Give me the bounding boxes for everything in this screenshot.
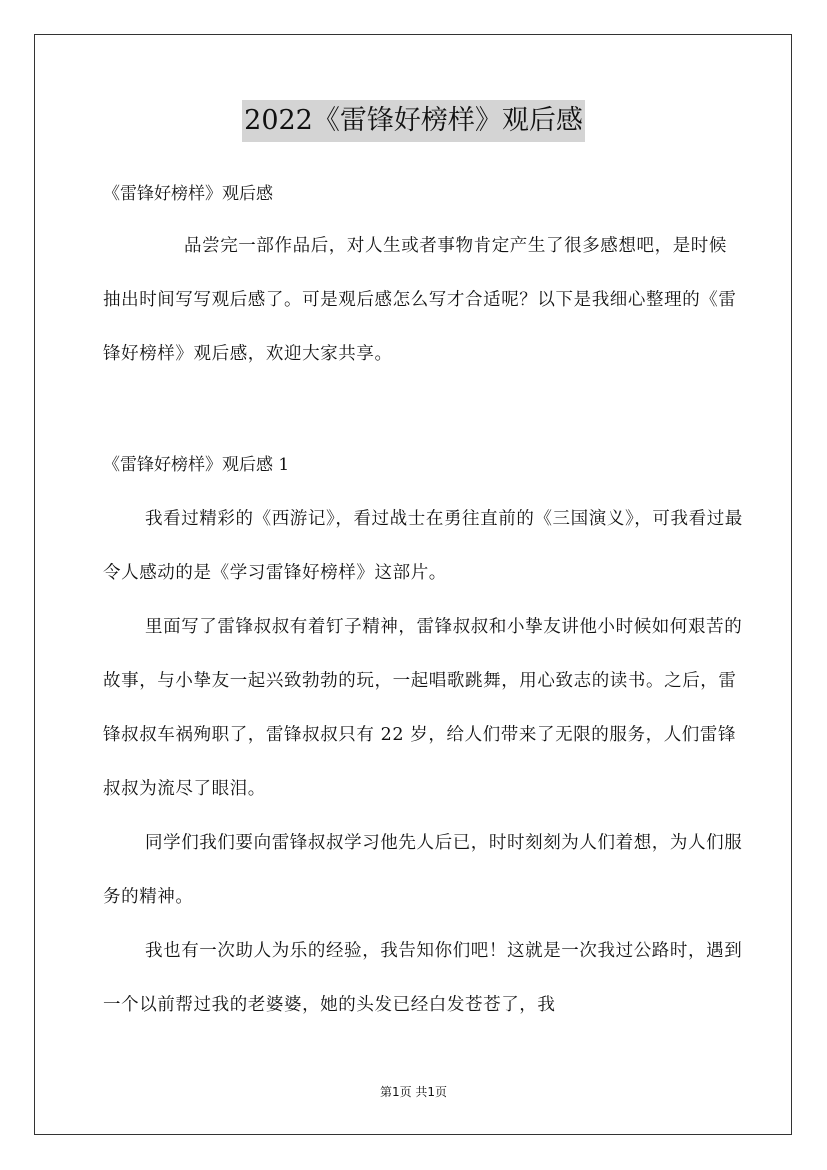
title-area bbox=[0, 100, 827, 142]
intro-paragraph: 品尝完一部作品后，对人生或者事物肯定产生了很多感想吧，是时候抽出时间写写观后感了。可是观后感怎么写才合适呢？以下是我细心整理的《雷锋好榜样》观后感，欢迎大家共享。 bbox=[103, 236, 737, 364]
document-title: 2022《雷锋好榜样》观后感 bbox=[242, 100, 585, 142]
body-paragraph-3: 同学们我们要向雷锋叔叔学习他先人后已，时时刻刻为人们着想，为人们服务的精神。 bbox=[103, 833, 743, 907]
body-paragraph-2: 里面写了雷锋叔叔有着钉子精神，雷锋叔叔和小挚友讲他小时候如何艰苦的故事，与小挚友一起兴致勃勃的玩，一起唱歌跳舞，用心致志的读书。之后，雷锋叔叔车祸殉职了，雷锋叔叔只有 22 岁，给人们带来了无限的服务，人们雷锋叔叔为流尽了眼泪。 bbox=[103, 617, 743, 799]
document-subheading: 《雷锋好榜样》观后感 bbox=[103, 184, 273, 204]
body-paragraph-4: 我也有一次助人为乐的经验，我告知你们吧！这就是一次我过公路时，遇到一个以前帮过我的老婆婆，她的头发已经白发苍苍了，我 bbox=[103, 941, 743, 1015]
page-footer: 第1页 共1页 bbox=[379, 1085, 448, 1099]
body-paragraph-1: 我看过精彩的《西游记》，看过战士在勇往直前的《三国演义》，可我看过最令人感动的是《学习雷锋好榜样》这部片。 bbox=[103, 509, 743, 583]
section-heading: 《雷锋好榜样》观后感 1 bbox=[103, 455, 290, 475]
